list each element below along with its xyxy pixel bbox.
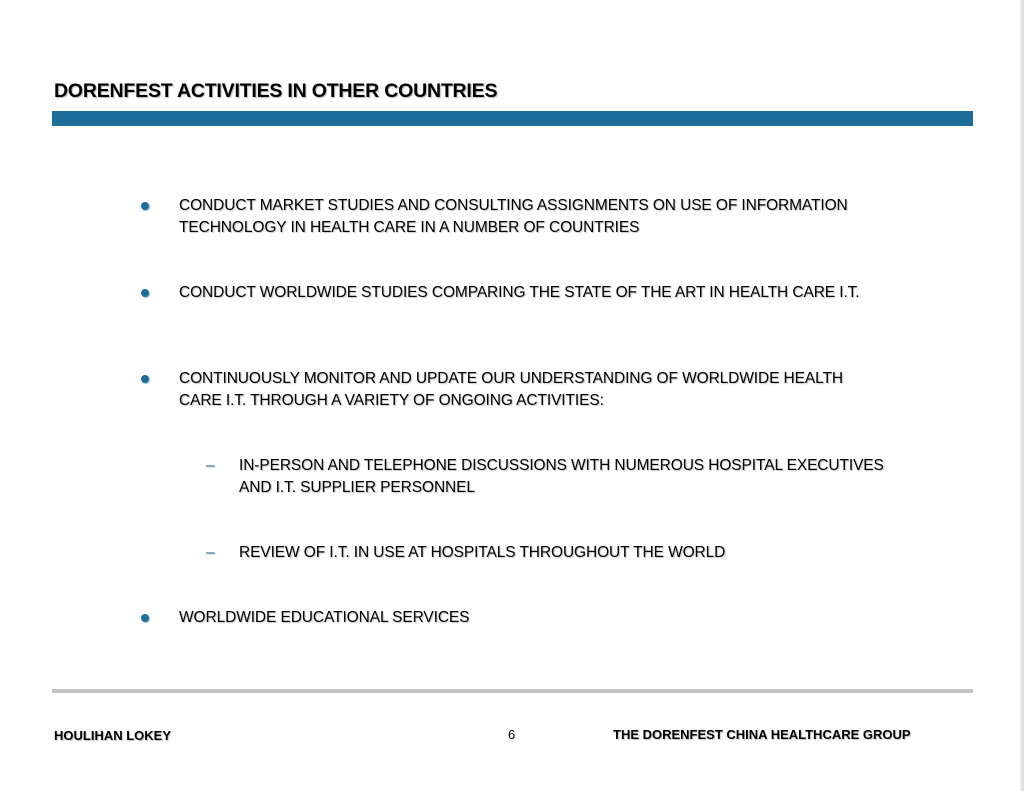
- footer-company-right: THE DORENFEST CHINA HEALTHCARE GROUP: [613, 727, 911, 742]
- dash-marker: –: [206, 544, 215, 561]
- footer-rule: [52, 689, 973, 693]
- bullet-dot-icon: [141, 202, 149, 210]
- dash-marker: –: [206, 457, 215, 474]
- sub-bullet-text: IN-PERSON AND TELEPHONE DISCUSSIONS WITH NUMEROUS HOSPITAL EXECUTIVES AND I.T. SUPPLIER PERSONNEL: [239, 457, 884, 496]
- bullet-dot-icon: [141, 614, 149, 622]
- slide-title: DORENFEST ACTIVITIES IN OTHER COUNTRIES: [54, 80, 498, 102]
- sub-bullet-text: REVIEW OF I.T. IN USE AT HOSPITALS THROUGHOUT THE WORLD: [239, 544, 726, 561]
- footer-company-left: HOULIHAN LOKEY: [54, 728, 171, 743]
- bullet-dot-icon: [141, 375, 149, 383]
- bullet-text: CONTINUOUSLY MONITOR AND UPDATE OUR UNDERSTANDING OF WORLDWIDE HEALTH CARE I.T. THROUGH A VARIETY OF ONGOING ACTIVITIES:: [179, 370, 843, 409]
- bullet-text: WORLDWIDE EDUCATIONAL SERVICES: [179, 609, 470, 626]
- bullet-text: CONDUCT WORLDWIDE STUDIES COMPARING THE STATE OF THE ART IN HEALTH CARE I.T.: [179, 284, 860, 301]
- bullet-text: CONDUCT MARKET STUDIES AND CONSULTING ASSIGNMENTS ON USE OF INFORMATION TECHNOLOGY IN HEALTH CARE IN A NUMBER OF COUNTRIES: [179, 197, 848, 236]
- bullet-dot-icon: [141, 289, 149, 297]
- page-number: 6: [508, 727, 516, 742]
